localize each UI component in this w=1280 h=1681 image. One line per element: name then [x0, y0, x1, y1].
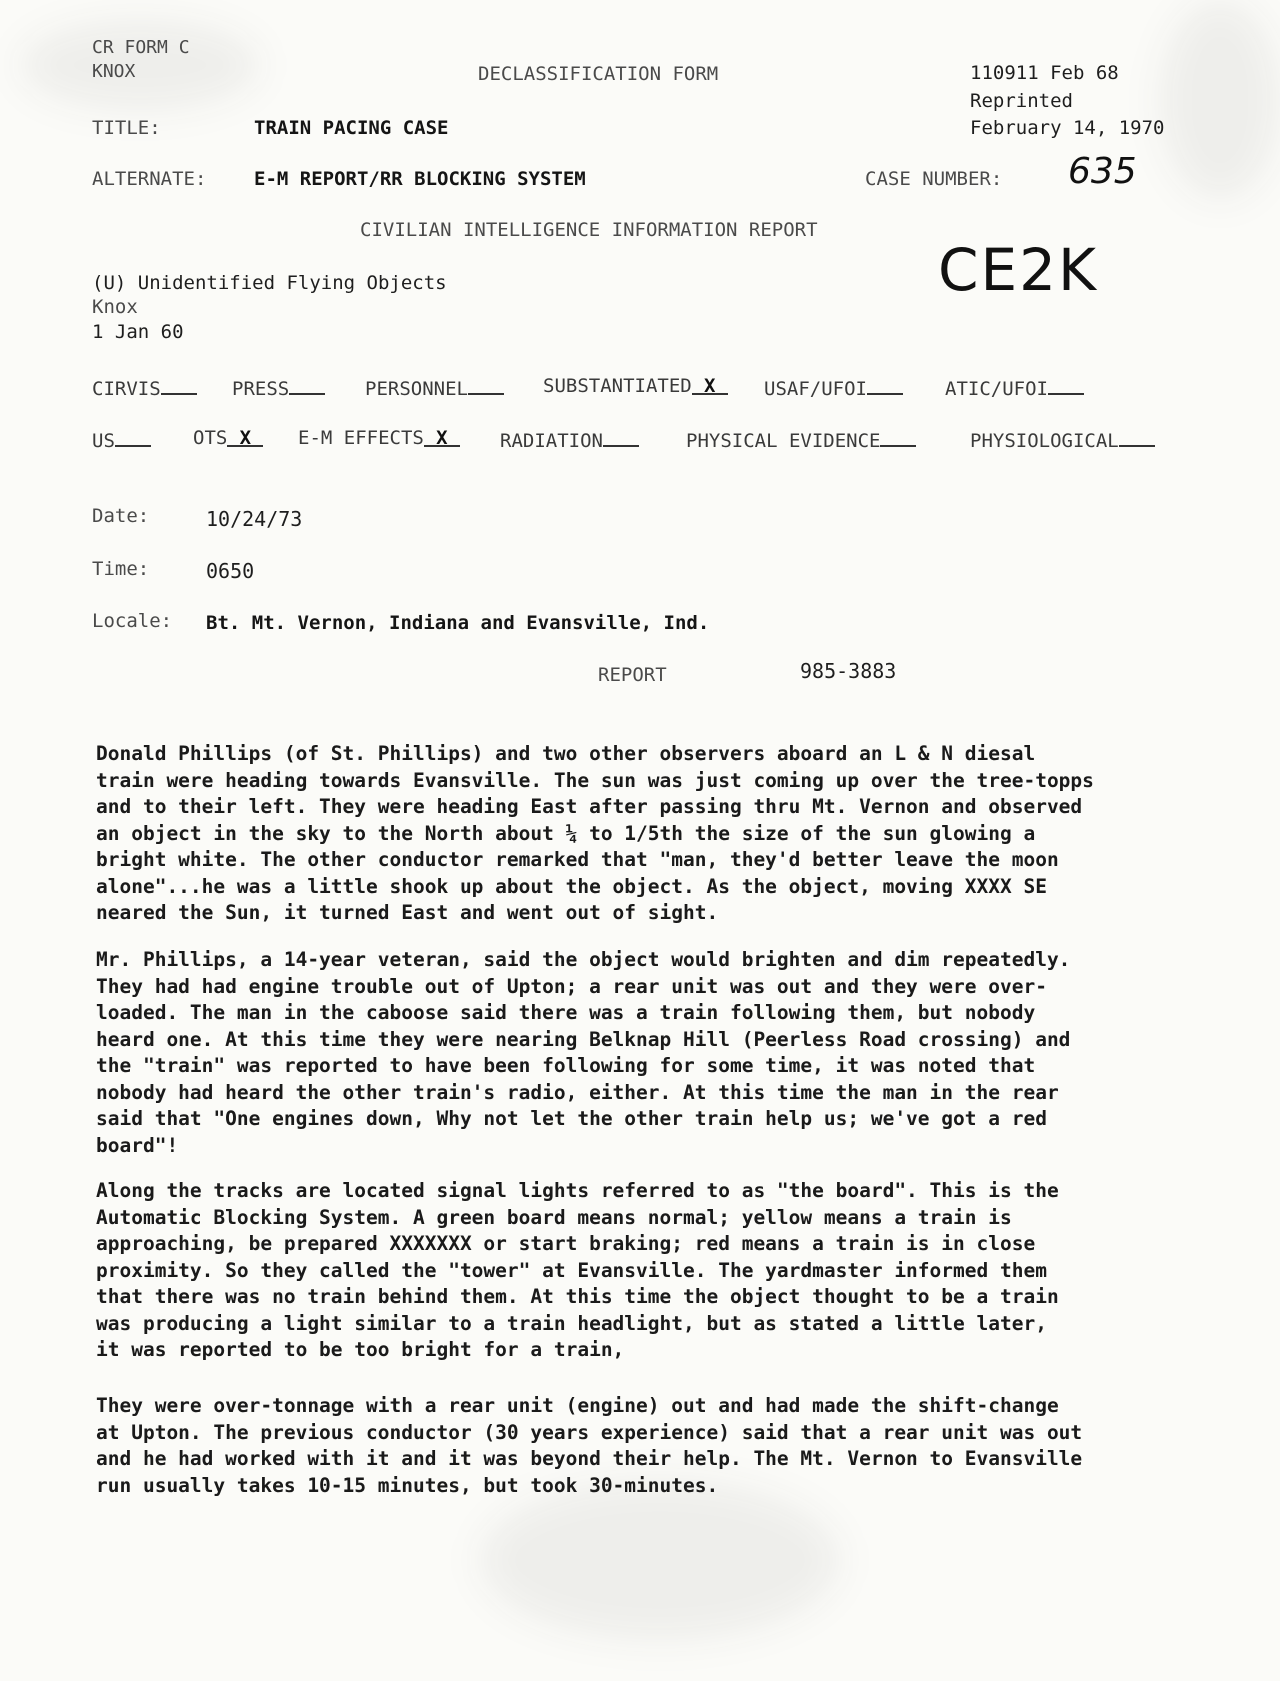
date-label: Date:: [92, 505, 150, 527]
ce2k-stamp: CE2K: [938, 236, 1099, 304]
civilian-report-heading: CIVILIAN INTELLIGENCE INFORMATION REPORT: [360, 219, 818, 241]
checkbox-mark: [468, 375, 504, 395]
locale-label: Locale:: [92, 610, 173, 632]
subject-line-2: Knox: [92, 296, 138, 318]
checkbox-label: CIRVIS: [92, 378, 161, 400]
checkbox-personnel: [365, 375, 504, 400]
checkbox-atic-ufoi: [945, 375, 1084, 400]
case-number-label: CASE NUMBER:: [865, 168, 1003, 190]
checkbox-mark: [867, 375, 903, 395]
checkbox-us: [92, 427, 151, 452]
locale-value: Bt. Mt. Vernon, Indiana and Evansville, Ind.: [206, 612, 710, 634]
scan-smudge: [480, 1480, 840, 1640]
checkbox-mark: [1048, 375, 1084, 395]
checkbox-label: PRESS: [232, 378, 290, 400]
report-number: 985-3883: [800, 659, 897, 683]
date-code: 110911 Feb 68: [970, 62, 1119, 84]
title-label: TITLE:: [92, 117, 161, 139]
declassification-heading: DECLASSIFICATION FORM: [478, 63, 719, 85]
checkbox-label: PERSONNEL: [365, 378, 468, 400]
checkbox-cirvis: [92, 375, 197, 400]
checkbox-physical-evidence: [686, 427, 916, 452]
checkbox-mark: [289, 375, 325, 395]
body-paragraph-3: Along the tracks are located signal lights referred to as "the board". This is the Automatic Blocking System. A green board means normal; yellow means a train is approaching, be prepared XXXXXXX or start braking; red means a train is in close proximity. So they called the "tower" at Evansville. The yardmaster informed them that there was no train behind them. At this time the object thought to be a train was producing a light similar to a train headlight, but as stated a little later, it was reported to be too bright for a train,: [96, 1179, 1059, 1361]
checkbox-ots: [193, 427, 263, 449]
alternate-label: ALTERNATE:: [92, 168, 207, 190]
checkbox-mark: [161, 375, 197, 395]
scan-smudge: [20, 20, 260, 110]
time-value: 0650: [206, 559, 255, 583]
checkbox-mark: X: [692, 375, 728, 395]
body-paragraph-4: They were over-tonnage with a rear unit (engine) out and had made the shift-change at Upton. The previous conductor (30 years experience) said that a rear unit was out and he had worked with it and it was beyond their help. The Mt. Vernon to Evansville run usually takes 10-15 minutes, but took 30-minutes.: [96, 1394, 1083, 1497]
date-value: 10/24/73: [206, 507, 303, 531]
checkbox-label: E-M EFFECTS: [298, 427, 424, 449]
checkbox-label: ATIC/UFOI: [945, 378, 1048, 400]
form-code: CR FORM C: [92, 37, 190, 58]
checkbox-radiation: [500, 427, 639, 452]
checkbox-mark: X: [424, 427, 460, 447]
alternate-value: E-M REPORT/RR BLOCKING SYSTEM: [254, 168, 586, 190]
checkbox-usaf-ufoi: [764, 375, 903, 400]
reprinted-label: Reprinted: [970, 90, 1073, 112]
checkbox-label: US: [92, 430, 115, 452]
checkbox-mark: [1119, 427, 1155, 447]
checkbox-label: USAF/UFOI: [764, 378, 867, 400]
checkbox-em-effects: [298, 427, 460, 449]
checkbox-label: PHYSIOLOGICAL: [970, 430, 1119, 452]
checkbox-press: [232, 375, 325, 400]
checkbox-substantiated: [543, 375, 728, 397]
report-label: REPORT: [598, 664, 667, 686]
checkbox-mark: [115, 427, 151, 447]
checkbox-physiological: [970, 427, 1155, 452]
checkbox-mark: [603, 427, 639, 447]
checkbox-label: PHYSICAL EVIDENCE: [686, 430, 881, 452]
case-number-value: 635: [1068, 151, 1137, 192]
body-paragraph-2: Mr. Phillips, a 14-year veteran, said the object would brighten and dim repeatedly. They had had engine trouble out of Upton; a rear unit was out and they were over- loaded. The man in the caboose said there was a train following them, but nobody heard one. At this time they were nearing Belknap Hill (Peerless Road crossing) and the "train" was reported to have been following for some time, it was noted that nobody had heard the other train's radio, either. At this time the man in the rear said that "One engines down, Why not let the other train help us; we've got a red board"!: [96, 948, 1071, 1157]
time-label: Time:: [92, 558, 150, 580]
reprint-date: February 14, 1970: [970, 117, 1165, 139]
knox-code: KNOX: [92, 61, 136, 82]
checkbox-mark: X: [227, 427, 263, 447]
body-paragraph-1: Donald Phillips (of St. Phillips) and two other observers aboard an L & N diesal train were heading towards Evansville. The sun was just coming up over the tree-topps and to their left. They were heading East after passing thru Mt. Vernon and observed an object in the sky to the North about ¼ to 1/5th the size of the sun glowing a bright white. The other conductor remarked that "man, they'd better leave the moon alone"...he was a little shook up about the object. As the object, moving XXXX SE neared the Sun, it turned East and went out of sight.: [96, 742, 1094, 924]
title-value: TRAIN PACING CASE: [254, 117, 449, 139]
checkbox-label: SUBSTANTIATED: [543, 375, 692, 397]
checkbox-mark: [880, 427, 916, 447]
checkbox-label: RADIATION: [500, 430, 603, 452]
subject-line-3: 1 Jan 60: [92, 321, 184, 343]
subject-line-1: (U) Unidentified Flying Objects: [92, 272, 447, 294]
scan-smudge: [1160, 0, 1280, 200]
checkbox-label: OTS: [193, 427, 228, 449]
